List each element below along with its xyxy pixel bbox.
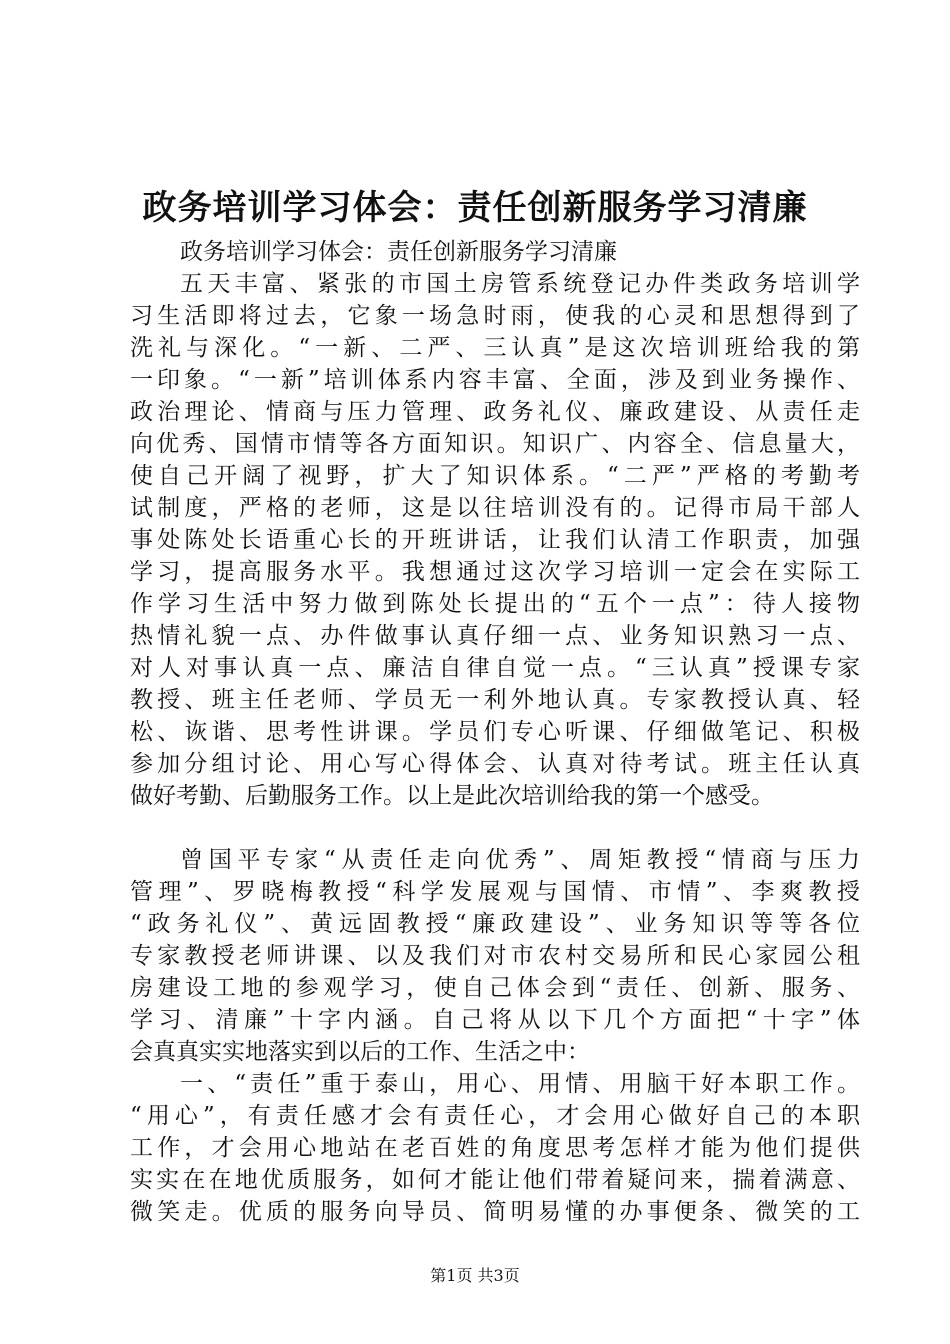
text-line: 学习，提高服务水平。我想通过这次学习培训一定会在实际工 [130,559,860,585]
document-title: 政务培训学习体会：责任创新服务学习清廉 [142,188,808,228]
document-body [130,236,860,1228]
page-footer: 第1页 共3页 [430,1266,520,1285]
paragraph-gap [130,812,860,844]
paragraph-2 [130,844,860,1068]
text-line: 一、“责任”重于泰山，用心、用情、用脑干好本职工作。 [180,1071,860,1097]
text-line: 对人对事认真一点、廉洁自律自觉一点。“三认真”授课专家 [130,655,860,681]
text-line: 洗礼与深化。“一新、二严、三认真”是这次培训班给我的第 [130,335,860,361]
text-line: 一印象。“一新”培训体系内容丰富、全面，涉及到业务操作、 [130,367,860,393]
text-line: 教授、班主任老师、学员无一利外地认真。专家教授认真、轻 [130,687,860,713]
text-line: 热情礼貌一点、办件做事认真仔细一点、业务知识熟习一点、 [130,623,860,649]
text-line: 参加分组讨论、用心写心得体会、认真对待考试。班主任认真 [130,751,860,777]
text-line: 作学习生活中努力做到陈处长提出的“五个一点”：待人接物 [130,591,860,617]
document-subtitle: 政务培训学习体会：责任创新服务学习清廉 [180,239,617,265]
text-line: 试制度，严格的老师，这是以往培训没有的。记得市局干部人 [130,495,860,521]
text-line: 松、诙谐、思考性讲课。学员们专心听课、仔细做笔记、积极 [130,719,860,745]
text-line: 政治理论、情商与压力管理、政务礼仪、廉政建设、从责任走 [130,399,860,425]
text-line: 做好考勤、后勤服务工作。以上是此次培训给我的第一个感受。 [130,783,774,809]
text-line: 管理”、罗晓梅教授“科学发展观与国情、市情”、李爽教授 [130,879,860,905]
text-line: 实实在在地优质服务，如何才能让他们带着疑问来，揣着满意、 [130,1167,860,1193]
text-line: 学习、清廉”十字内涵。自己将从以下几个方面把“十字”体 [130,1007,860,1033]
text-line: “用心”，有责任感才会有责任心，才会用心做好自己的本职 [130,1103,860,1129]
text-line: “政务礼仪”、黄远固教授“廉政建设”、业务知识等等各位 [130,911,860,937]
text-line: 会真真实实地落实到以后的工作、生活之中： [130,1039,590,1065]
text-line: 微笑走。优质的服务向导员、简明易懂的办事便条、微笑的工 [130,1199,860,1225]
text-line: 曾国平专家“从责任走向优秀”、周矩教授“情商与压力 [180,847,860,873]
text-line: 事处陈处长语重心长的开班讲话，让我们认清工作职责，加强 [130,527,860,553]
text-line: 习生活即将过去，它象一场急时雨，使我的心灵和思想得到了 [130,303,860,329]
paragraph-1 [130,268,860,812]
text-line: 房建设工地的参观学习，使自己体会到“责任、创新、服务、 [130,975,860,1001]
text-line: 五天丰富、紧张的市国土房管系统登记办件类政务培训学 [180,271,860,297]
text-line: 工作，才会用心地站在老百姓的角度思考怎样才能为他们提供 [130,1135,860,1161]
text-line: 专家教授老师讲课、以及我们对市农村交易所和民心家园公租 [130,943,860,969]
text-line: 使自己开阔了视野，扩大了知识体系。“二严”严格的考勤考 [130,463,860,489]
text-line: 向优秀、国情市情等各方面知识。知识广、内容全、信息量大， [130,431,860,457]
paragraph-3 [130,1068,860,1228]
